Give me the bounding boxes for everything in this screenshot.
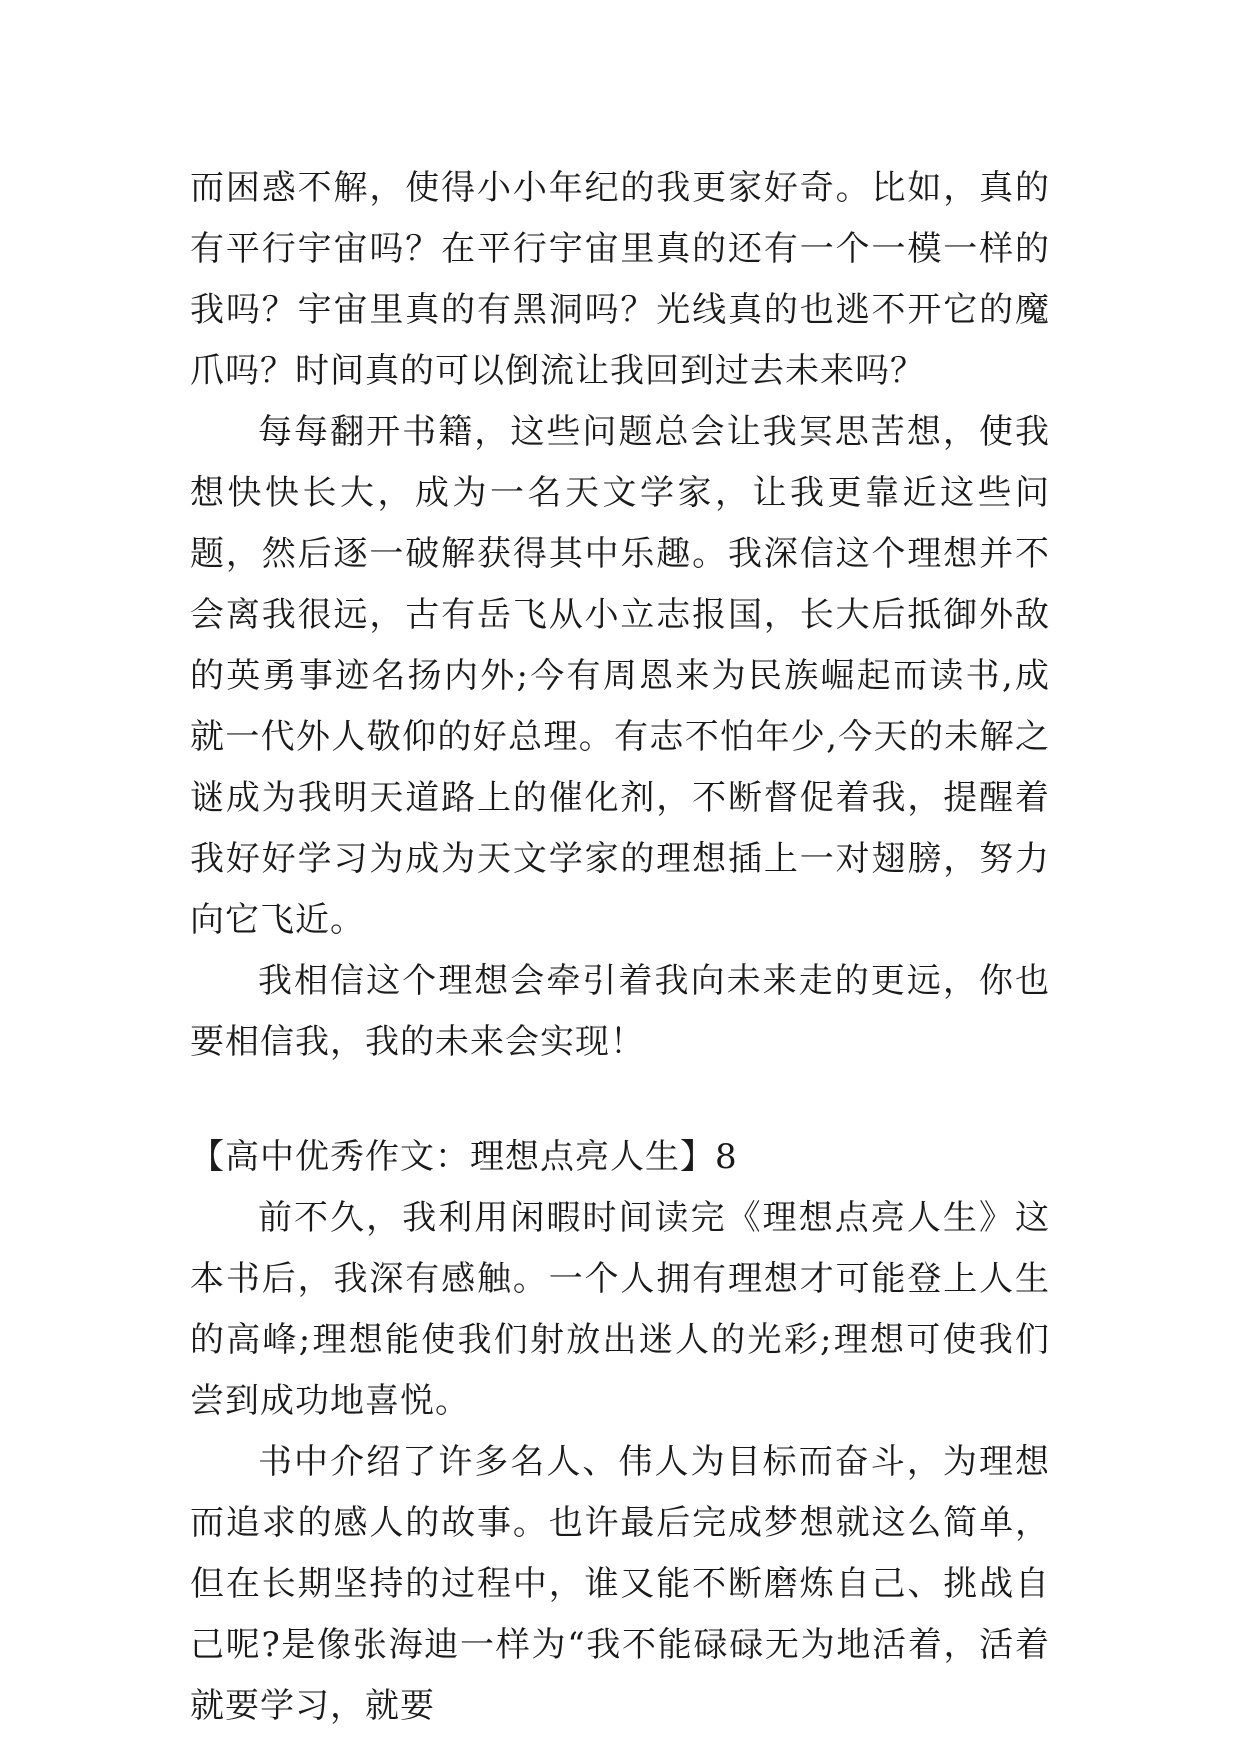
paragraph-continued: 而困惑不解，使得小小年纪的我更家好奇。比如，真的有平行宇宙吗？在平行宇宙里真的还有一个一模一样的我吗？宇宙里真的有黑洞吗？光线真的也逃不开它的魔爪吗？时间真的可以倒流让我回到过去未来吗？ <box>190 168 1050 391</box>
paragraph-belief: 我相信这个理想会牵引着我向未来走的更远，你也要相信我，我的未来会实现！ <box>190 961 1050 1062</box>
section-heading: 【高中优秀作文：理想点亮人生】8 <box>190 1137 738 1177</box>
document-body <box>190 158 1050 1737</box>
paragraph-famous-stories: 书中介绍了许多名人、伟人为目标而奋斗，为理想而追求的感人的故事。也许最后完成梦想就这么简单，但在长期坚持的过程中，谁又能不断磨炼自己、挑战自己呢?是像张海迪一样为“我不能碌碌无为地活着，活着就要学习，就要 <box>190 1442 1050 1726</box>
paragraph-astronomer-dream: 每每翻开书籍，这些问题总会让我冥思苦想，使我想快快长大，成为一名天文学家，让我更靠近这些问题，然后逐一破解获得其中乐趣。我深信这个理想并不会离我很远，古有岳飞从小立志报国，长大后抵御外敌的英勇事迹名扬内外;今有周恩来为民族崛起而读书,成就一代外人敬仰的好总理。有志不怕年少,今天的未解之谜成为我明天道路上的催化剂，不断督促着我，提醒着我好好学习为成为天文学家的理想插上一对翅膀，努力向它飞近。 <box>190 412 1050 940</box>
section-spacer <box>190 1073 1050 1127</box>
paragraph-book-reflection: 前不久，我利用闲暇时间读完《理想点亮人生》这本书后，我深有感触。一个人拥有理想才可能登上人生的高峰;理想能使我们射放出迷人的光彩;理想可使我们尝到成功地喜悦。 <box>190 1198 1050 1421</box>
